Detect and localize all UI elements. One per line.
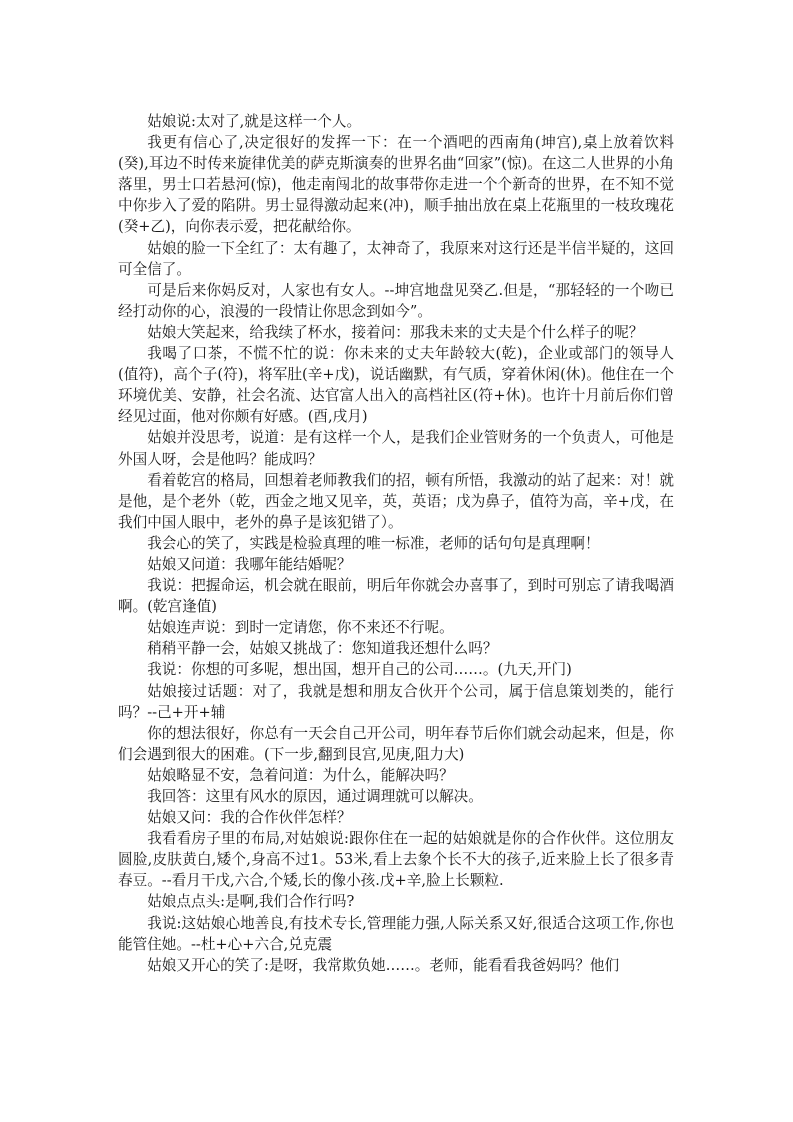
paragraph: 姑娘说:太对了,就是这样一个人。 [147, 113, 362, 130]
paragraph: 我说：你想的可多呢，想出国，想开自己的公司……。(九天,开门) [147, 661, 572, 679]
paragraph: 姑娘又开心的笑了:是呀，我常欺负她……。老师，能看看我爸妈吗？他们 [147, 956, 620, 974]
paragraph: 姑娘点点头:是啊,我们合作行吗? [147, 893, 355, 911]
paragraph: 可是后来你妈反对，人家也有女人。--坤宫地盘见癸乙.但是，“那轻轻的一个吻已经打动你的心，浪漫的一段情让你思念到如今”。 [118, 281, 674, 320]
paragraph: 你的想法很好，你总有一天会自己开公司，明年春节后你们就会动起来，但是，你们会遇到很大的困难。(下一步,翻到艮宫,见庚,阻力大) [118, 724, 674, 763]
paragraph: 姑娘的脸一下全红了：太有趣了，太神奇了，我原来对这行还是半信半疑的，这回可全信了。 [118, 239, 674, 278]
paragraph: 我回答：这里有风水的原因，通过调理就可以解决。 [147, 788, 483, 805]
paragraph: 我说：把握命运，机会就在眼前，明后年你就会办喜事了，到时可别忘了请我喝酒啊。(乾宫逢值) [118, 577, 674, 616]
paragraph: 看着乾宫的格局，回想着老师教我们的招，顿有所悟，我激动的站了起来：对！就是他，是个老外（乾，西金之地又见辛，英，英语；戊为鼻子，值符为高，辛+戊，在我们中国人眼中，老外的鼻子是该犯错了）。 [118, 471, 674, 531]
paragraph: 我看看房子里的布局,对姑娘说:跟你住在一起的姑娘就是你的合作伙伴。这位朋友圆脸,皮肤黄白,矮个,身高不过1。53米,看上去象个长不大的孩子,近来脸上长了很多青春豆。--看月干戊,六合,个矮,长的像小孩.戊+辛,脸上长颗粒. [118, 830, 674, 890]
paragraph: 姑娘并没思考，说道：是有这样一个人，是我们企业管财务的一个负责人，可他是外国人呀，会是他吗？能成吗？ [118, 429, 674, 468]
paragraph: 姑娘又问道：我哪年能结婚呢？ [147, 555, 352, 573]
paragraph: 我更有信心了,决定很好的发挥一下：在一个酒吧的西南角(坤宫),桌上放着饮料(癸),耳边不时传来旋律优美的萨克斯演奏的世界名曲“回家”(惊)。在这二人世界的小角落里，男士口若悬河(惊)，他走南闯北的故事带你走进一个个新奇的世界，在不知不觉中你步入了爱的陷阱。男士显得激动起来(冲)，顺手抽出放在桌上花瓶里的一枝玫瑰花(癸+乙)，向你表示爱，把花献给你。 [118, 134, 674, 236]
paragraph: 姑娘又问：我的合作伙伴怎样？ [147, 809, 352, 827]
paragraph: 姑娘略显不安，急着问道：为什么，能解决吗？ [147, 766, 454, 784]
paragraph: 姑娘接过话题：对了，我就是想和朋友合伙开个公司，属于信息策划类的，能行吗？--己+开+辅 [118, 682, 674, 721]
paragraph: 我说:这姑娘心地善良,有技术专长,管理能力强,人际关系又好,很适合这项工作,你也能管住她。--杜+心+六合,兑克震 [118, 914, 674, 953]
paragraph: 我会心的笑了，实践是检验真理的唯一标准，老师的话句句是真理啊！ [147, 534, 600, 552]
paragraph: 姑娘大笑起来，给我续了杯水，接着问：那我未来的丈夫是个什么样子的呢？ [147, 323, 644, 341]
document-body [118, 111, 674, 976]
paragraph: 稍稍平静一会，姑娘又挑战了：您知道我还想什么吗？ [147, 640, 498, 658]
paragraph: 我喝了口茶，不慌不忙的说：你未来的丈夫年龄较大(乾)，企业或部门的领导人(值符)，高个子(符)，将军肚(辛+戊)，说话幽默，有气质，穿着休闲(休)。他住在一个环境优美、安静，社会名流、达官富人出入的高档社区(符+休)。也许十月前后你们曾经见过面，他对你颇有好感。(酉,戌月) [118, 345, 674, 426]
paragraph: 姑娘连声说：到时一定请您，你不来还不行呢。 [147, 619, 454, 637]
